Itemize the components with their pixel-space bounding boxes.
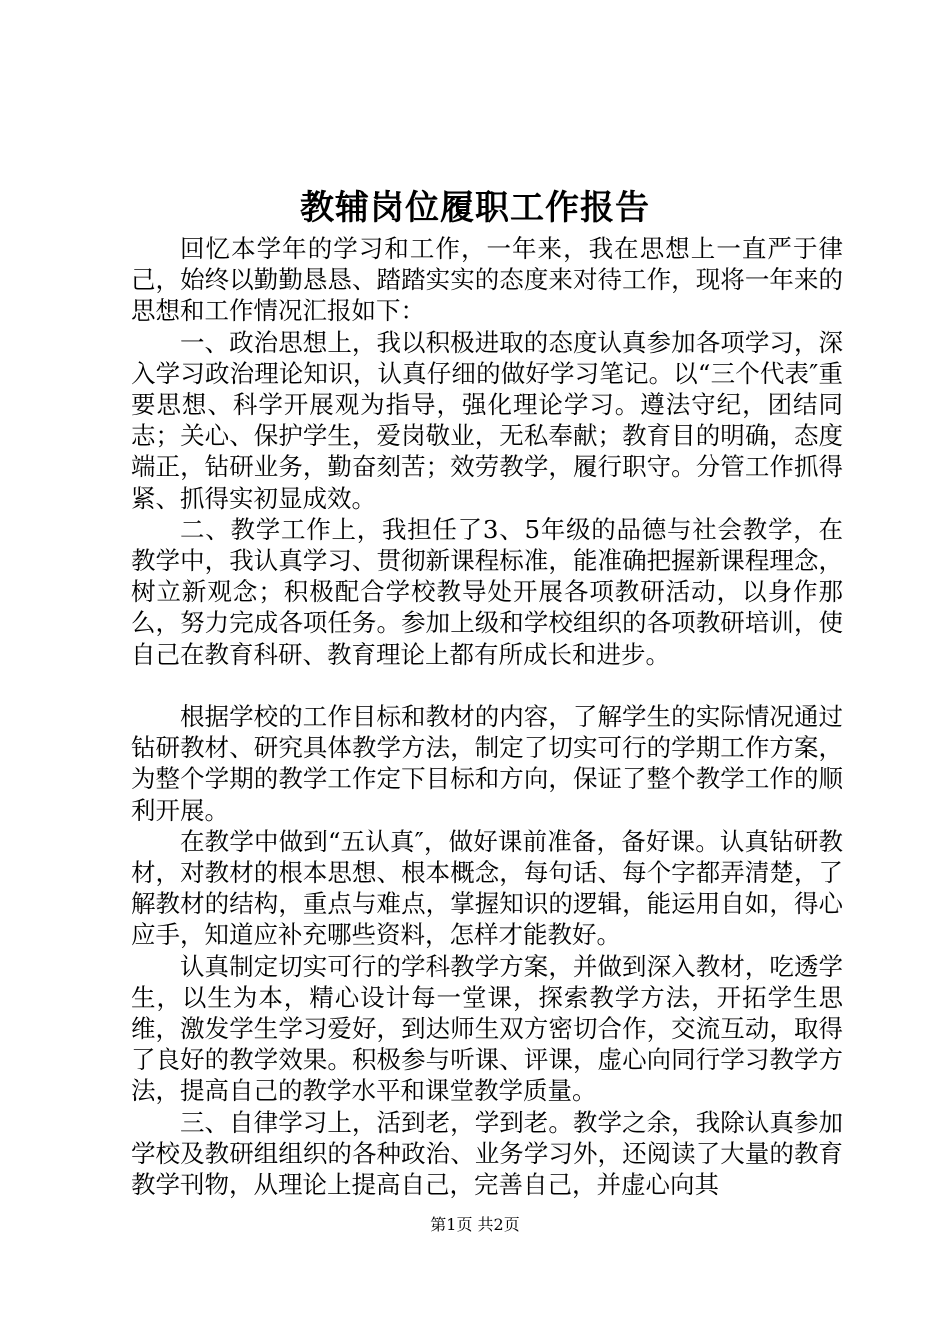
paragraph-intro: 回忆本学年的学习和工作，一年来，我在思想上一直严于律己，始终以勤勤恳恳、踏踏实实的态度来对待工作，现将一年来的思想和工作情况汇报如下：	[131, 234, 843, 326]
paragraph-five-earnest: 在教学中做到“五认真″，做好课前准备，备好课。认真钻研教材，对教材的根本思想、根本概念，每句话、每个字都弄清楚，了解教材的结构，重点与难点，掌握知识的逻辑，能运用自如，得心应手，知道应补充哪些资料，怎样才能教好。	[131, 826, 843, 950]
document-title: 教辅岗位履职工作报告	[300, 188, 650, 228]
paragraph-political: 一、政治思想上，我以积极进取的态度认真参加各项学习，深入学习政治理论知识，认真仔细的做好学习笔记。以“三个代表″重要思想、科学开展观为指导，强化理论学习。遵法守纪，团结同志；关心、保护学生，爱岗敬业，无私奉献；教育目的明确，态度端正，钻研业务，勤奋刻苦；效劳教学，履行职守。分管工作抓得紧、抓得实初显成效。	[131, 327, 843, 513]
paragraph-teaching-plan: 认真制定切实可行的学科教学方案，并做到深入教材，吃透学生，以生为本，精心设计每一堂课，探索教学方法，开拓学生思维，激发学生学习爱好，到达师生双方密切合作，交流互动，取得了良好的教学效果。积极参与听课、评课，虚心向同行学习教学方法，提高自己的教学水平和课堂教学质量。	[131, 951, 843, 1106]
paragraph-teaching: 二、教学工作上，我担任了3、5年级的品德与社会教学，在教学中，我认真学习、贯彻新课程标准，能准确把握新课程理念，树立新观念；积极配合学校教导处开展各项教研活动，以身作那么，努力完成各项任务。参加上级和学校组织的各项教研培训，使自己在教育科研、教育理论上都有所成长和进步。	[131, 514, 843, 669]
paragraph-planning: 根据学校的工作目标和教材的内容，了解学生的实际情况通过钻研教材、研究具体教学方法，制定了切实可行的学期工作方案，为整个学期的教学工作定下目标和方向，保证了整个教学工作的顺利开展。	[131, 702, 843, 825]
paragraph-self-study: 三、自律学习上，活到老，学到老。教学之余，我除认真参加学校及教研组组织的各种政治、业务学习外，还阅读了大量的教育教学刊物，从理论上提高自己，完善自己，并虚心向其	[131, 1107, 843, 1200]
document-body	[131, 233, 843, 1200]
page-footer: 第1页 共2页	[430, 1215, 520, 1234]
